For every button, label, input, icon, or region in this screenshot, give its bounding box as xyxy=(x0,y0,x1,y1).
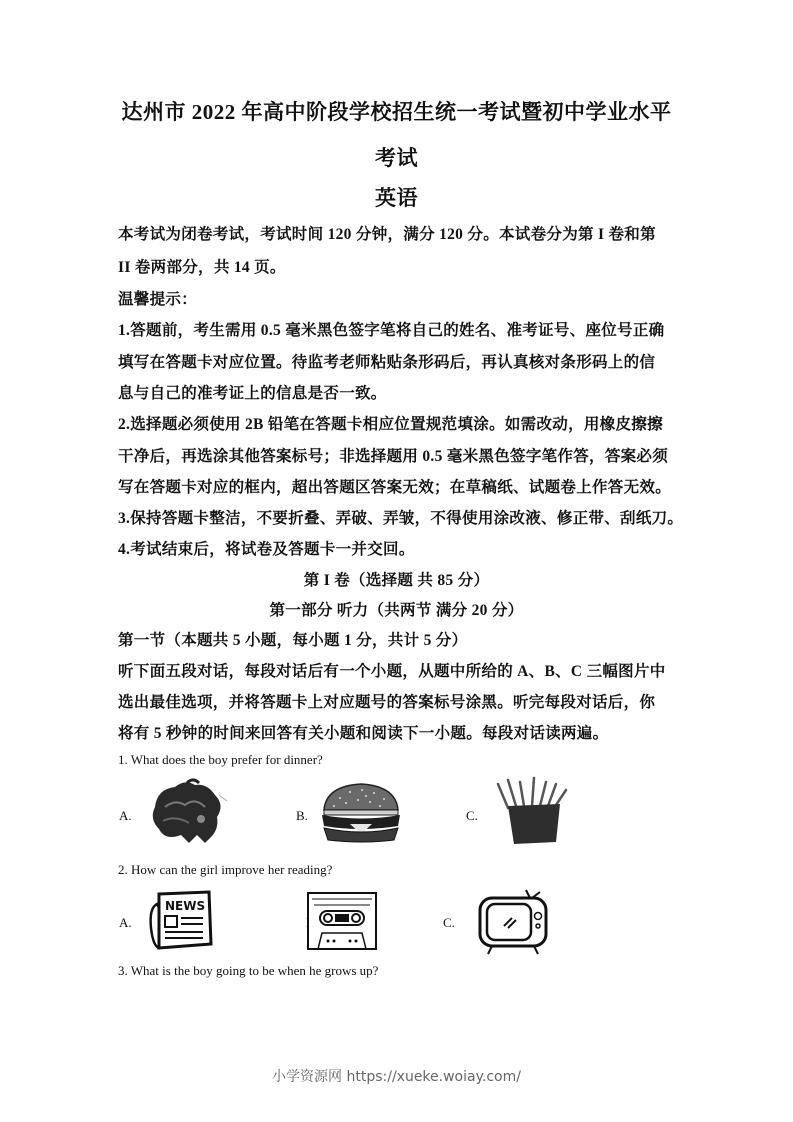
newspaper-icon xyxy=(147,888,215,952)
tip-2-line-1: 2.选择题必须使用 2B 铅笔在答题卡相应位置规范填涂。如需改动，用橡皮擦擦 xyxy=(118,416,663,433)
intro-line-2: II 卷两部分，共 14 页。 xyxy=(118,259,286,276)
question-1-option-b-label: B. xyxy=(296,808,308,823)
question-1-option-a-label: A. xyxy=(119,808,132,823)
volume-title: 第 I 卷（选择题 共 85 分） xyxy=(303,572,490,589)
intro-line-1: 本考试为闭卷考试，考试时间 120 分钟，满分 120 分。本试卷分为第 I 卷和第 xyxy=(118,226,656,243)
svg-text:NEWS: NEWS xyxy=(165,899,206,913)
subject-title: 英语 xyxy=(375,186,418,210)
instructions-line-1: 听下面五段对话，每段对话后有一个小题，从题中所给的 A、B、C 三幅图片中 xyxy=(118,663,666,680)
television-icon xyxy=(478,886,550,956)
hamburger-icon xyxy=(320,782,402,844)
french-fries-icon xyxy=(494,776,574,846)
part-title: 第一部分 听力（共两节 满分 20 分） xyxy=(269,602,524,619)
question-1-text: 1. What does the boy prefer for dinner? xyxy=(118,752,323,767)
footer-watermark: 小学资源网 https://xueke.woiay.com/ xyxy=(272,1069,521,1085)
instructions-line-3: 将有 5 秒钟的时间来回答有关小题和阅读下一小题。每段对话读两遍。 xyxy=(118,725,609,742)
question-2-text: 2. How can the girl improve her reading? xyxy=(118,862,333,877)
cassette-tape-icon xyxy=(306,891,378,951)
tip-2-line-3: 写在答题卡对应的框内，超出答题区答案无效；在草稿纸、试题卷上作答无效。 xyxy=(118,479,672,496)
tip-4-line-1: 4.考试结束后，将试卷及答题卡一并交回。 xyxy=(118,541,415,558)
subsection-title: 第一节（本题共 5 小题，每小题 1 分，共计 5 分） xyxy=(118,632,468,649)
exam-title-line2: 考试 xyxy=(375,146,418,170)
question-3-text: 3. What is the boy going to be when he grows up? xyxy=(118,963,379,978)
question-2-option-a-label: A. xyxy=(119,915,132,930)
roast-chicken-icon xyxy=(145,777,230,845)
instructions-line-2: 选出最佳选项，并将答题卡上对应题号的答案标号涂黑。听完每段对话后，你 xyxy=(118,694,656,711)
tip-1-line-2: 填写在答题卡对应位置。待监考老师粘贴条形码后，再认真核对条形码上的信 xyxy=(118,354,656,371)
tip-3-line-1: 3.保持答题卡整洁，不要折叠、弄破、弄皱，不得使用涂改液、修正带、刮纸刀。 xyxy=(118,510,684,527)
tip-1-line-1: 1.答题前，考生需用 0.5 毫米黑色签字笔将自己的姓名、准考证号、座位号正确 xyxy=(118,322,665,339)
exam-title-line1: 达州市 2022 年高中阶段学校招生统一考试暨初中学业水平 xyxy=(121,100,672,124)
question-2-option-c-label: C. xyxy=(443,915,455,930)
question-1-option-c-label: C. xyxy=(466,808,478,823)
tips-heading: 温馨提示： xyxy=(118,291,198,308)
tip-1-line-3: 息与自己的准考证上的信息是否一致。 xyxy=(118,385,387,402)
tip-2-line-2: 干净后，再选涂其他答案标号；非选择题用 0.5 毫米黑色签字笔作答，答案必须 xyxy=(118,448,669,465)
